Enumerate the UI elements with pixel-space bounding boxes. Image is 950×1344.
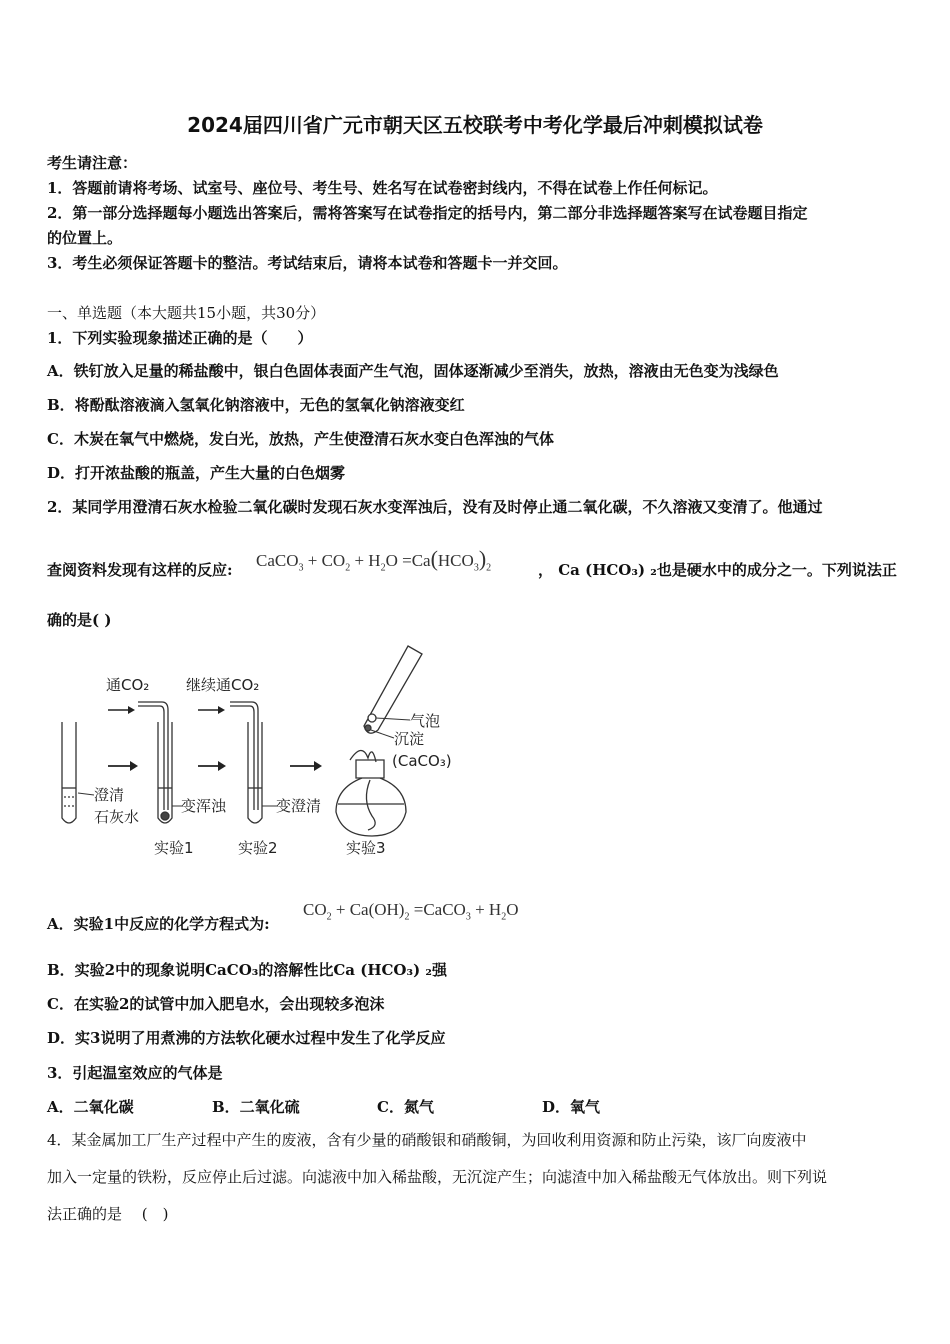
q3-option-c: C．氮气 [377,1098,434,1116]
q2-stem-line2a: 查阅资料发现有这样的反应: [47,561,233,579]
test-tube-exp1 [138,702,172,823]
q2-reaction-equation: CaCO$_3$ + $CO_2 + H_2O =Ca(HCO_3)_2$ [256,546,492,574]
label-becomes-clear: 变澄清 [276,797,322,815]
label-exp1: 实验1 [154,839,194,857]
arrow-right-icon [108,706,135,714]
label-precipitate: 沉淀 [394,730,425,748]
label-continue-co2: 继续通CO₂ [186,676,260,694]
arrow-right-icon [108,761,138,771]
page-title: 2024届四川省广元市朝天区五校联考中考化学最后冲刺模拟试卷 [187,113,763,137]
label-limewater: 石灰水 [94,808,140,826]
q2-stem-line2b: ， Ca (HCO₃) ₂也是硬水中的成分之一。下列说法正 [538,561,897,579]
q1-option-b: B．将酚酞溶液滴入氢氧化钠溶液中，无色的氢氧化钠溶液变红 [47,396,465,414]
experiment-figure [50,640,470,865]
q3-option-a: A．二氧化碳 [47,1098,134,1116]
q2-option-b: B．实验2中的现象说明CaCO₃的溶解性比Ca (HCO₃) ₂强 [47,961,447,979]
q3-stem: 3．引起温室效应的气体是 [47,1064,223,1082]
q4-stem-line3: 法正确的是 ( ) [47,1205,169,1223]
notice-item: 1．答题前请将考场、试室号、座位号、考生号、姓名写在试卷密封线内，不得在试卷上作任何标记。 [47,179,718,197]
section-heading: 一、单选题（本大题共15小题，共30分） [47,304,326,322]
label-clear: 澄清 [94,786,125,804]
notice-item: 2．第一部分选择题每小题选出答案后，需将答案写在试卷指定的括号内，第二部分非选择题答案写在试卷题目指定 [47,204,808,222]
q2-option-c: C．在实验2的试管中加入肥皂水，会出现较多泡沫 [47,995,385,1013]
q1-stem: 1．下列实验现象描述正确的是（ ） [47,329,313,347]
q3-option-b: B．二氧化硫 [212,1098,300,1116]
arrow-right-icon [198,706,225,714]
q2-option-a: A．实验1中反应的化学方程式为: [47,915,270,933]
q4-stem-line1: 4．某金属加工厂生产过程中产生的废液，含有少量的硝酸银和硝酸铜，为回收利用资源和防止污染，该厂向废液中 [47,1131,807,1149]
q4-stem-line2: 加入一定量的铁粉，反应停止后过滤。向滤液中加入稀盐酸，无沉淀产生；向滤渣中加入稀盐酸无气体放出。则下列说 [47,1168,828,1186]
q3-option-d: D．氧气 [542,1098,601,1116]
notice-heading: 考生请注意： [47,154,138,172]
q2-stem-line3: 确的是( ) [47,611,112,629]
arrow-right-icon [290,761,322,771]
q2-option-a-equation: $CO_2 + Ca(OH)_2$ =CaCO$_3$ + $H_2O$ [303,900,519,923]
label-exp2: 实验2 [238,839,278,857]
notice-item: 3．考生必须保证答题卡的整洁。考试结束后，请将本试卷和答题卡一并交回。 [47,254,568,272]
test-tube-limewater [62,722,76,823]
q1-option-c: C．木炭在氧气中燃烧，发白光，放热，产生使澄清石灰水变白色浑浊的气体 [47,430,554,448]
q2-stem-line1: 2．某同学用澄清石灰水检验二氧化碳时发现石灰水变浑浊后，没有及时停止通二氧化碳，不久溶液又变清了。他通过 [47,498,823,516]
label-turbid: 变浑浊 [181,797,227,815]
q1-option-d: D．打开浓盐酸的瓶盖，产生大量的白色烟雾 [47,464,346,482]
q1-option-a: A．铁钉放入足量的稀盐酸中，银白色固体表面产生气泡，固体逐渐减少至消失，放热，溶液由无色变为浅绿色 [47,362,779,380]
q2-option-d: D．实3说明了用煮沸的方法软化硬水过程中发生了化学反应 [47,1029,446,1047]
label-exp3: 实验3 [346,839,386,857]
label-caco3: (CaCO₃) [392,752,452,770]
label-bubbles: 气泡 [410,712,441,730]
notice-item: 的位置上。 [47,229,123,247]
label-co2-in: 通CO₂ [106,676,150,694]
arrow-right-icon [198,761,226,771]
test-tube-exp2 [230,702,262,823]
